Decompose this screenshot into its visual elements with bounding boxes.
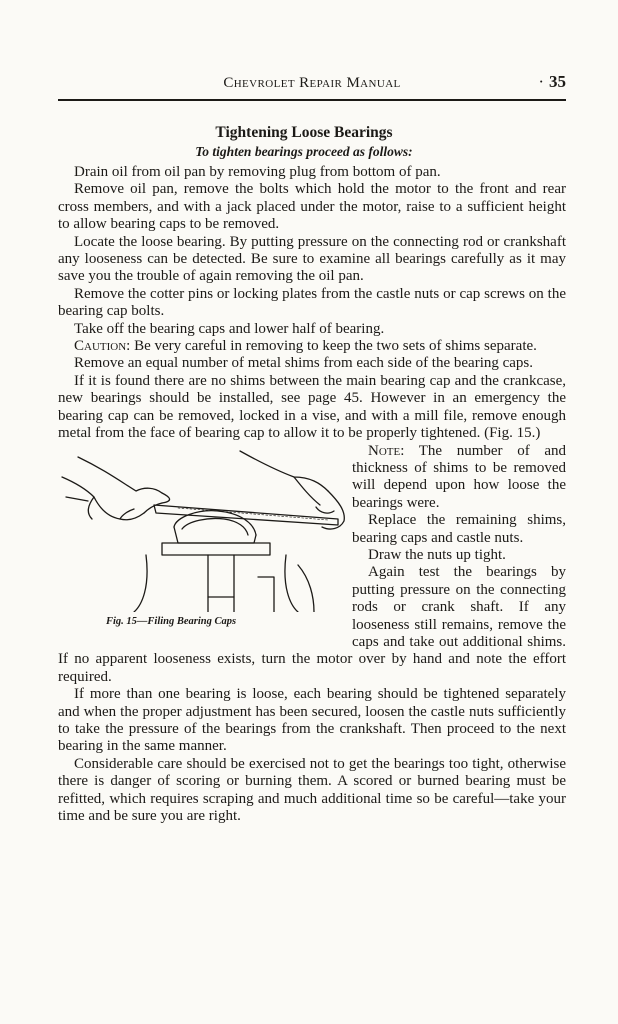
paragraph: Take off the bearing caps and lower half of bearing. <box>74 320 385 337</box>
note-text: The number of and thickness of shims to be removed will depend upon how loose the bearings were. <box>352 442 566 511</box>
header-separator: · <box>538 72 544 91</box>
section-title: Tightening Loose Bearings <box>215 124 393 141</box>
caution-paragraph <box>58 338 566 355</box>
paragraph: Locate the loose bearing. By putting pressure on the connecting rod or crankshaft any looseness can be detected. Be sure to examine all bearings carefully as it may save you the trouble of again removing the oil pan. <box>58 233 566 285</box>
page-number-block <box>538 72 566 92</box>
running-title: Chevrolet Repair Manual <box>223 75 401 91</box>
paragraph: Considerable care should be exercised not to get the bearings too tight, otherwise there is danger of scoring or burning them. A scored or burned bearing must be refitted, which requires scraping and much additional time so be careful—take your time and be sure you are right. <box>58 755 566 825</box>
paragraph: Draw the nuts up tight. <box>368 546 506 563</box>
paragraph: If more than one bearing is loose, each bearing should be tightened separately and when the proper adjustment has been secured, loosen the castle nuts sufficiently to take the pressure of the bearings from the crankshaft. Then proceed to the next bearing in the same manner. <box>58 686 566 755</box>
paragraph: Remove oil pan, remove the bolts which hold the motor to the front and rear cross members, and with a jack placed under the motor, raise to a sufficient height to allow bearing caps to be removed. <box>58 181 566 233</box>
note-label: Note: <box>368 442 405 459</box>
caution-text: Be very careful in removing to keep the two sets of shims separate. <box>130 338 537 355</box>
page-header <box>58 72 566 96</box>
figure-caption: Fig. 15—Filing Bearing Caps <box>106 615 237 627</box>
filing-bearing-cap-illustration <box>58 447 348 612</box>
body-text <box>58 164 566 825</box>
paragraph: Remove the cotter pins or locking plates from the castle nuts or cap screws on the bearing cap bolts. <box>58 285 566 320</box>
section-subtitle: To tighten bearings proceed as follows: <box>195 144 413 159</box>
paragraph: Drain oil from oil pan by removing plug from bottom of pan. <box>74 164 441 180</box>
paragraph: Replace the remaining shims, bearing caps and castle nuts. <box>352 512 566 546</box>
header-rule <box>58 99 566 101</box>
page-number: 35 <box>549 72 566 91</box>
paragraph: Again test the bearings by putting pressure on the connecting rods or crank shaft. If any looseness still remains, remove the caps and take out additional shims. If no apparent looseness exists, turn the motor over by hand and note the effort required. <box>58 564 566 685</box>
figure-15 <box>58 443 350 641</box>
caution-label: Caution: <box>74 338 131 355</box>
paragraph: Remove an equal number of metal shims from each side of the bearing caps. <box>74 355 534 372</box>
paragraph: If it is found there are no shims between the main bearing cap and the crankcase, new bearings should be installed, see page 45. However in an emergency the bearing cap can be removed, locked in a vise, and with a mill file, remove enough metal from the face of bearing cap to allow it to be properly tightened. (Fig. 15.) <box>58 372 566 442</box>
